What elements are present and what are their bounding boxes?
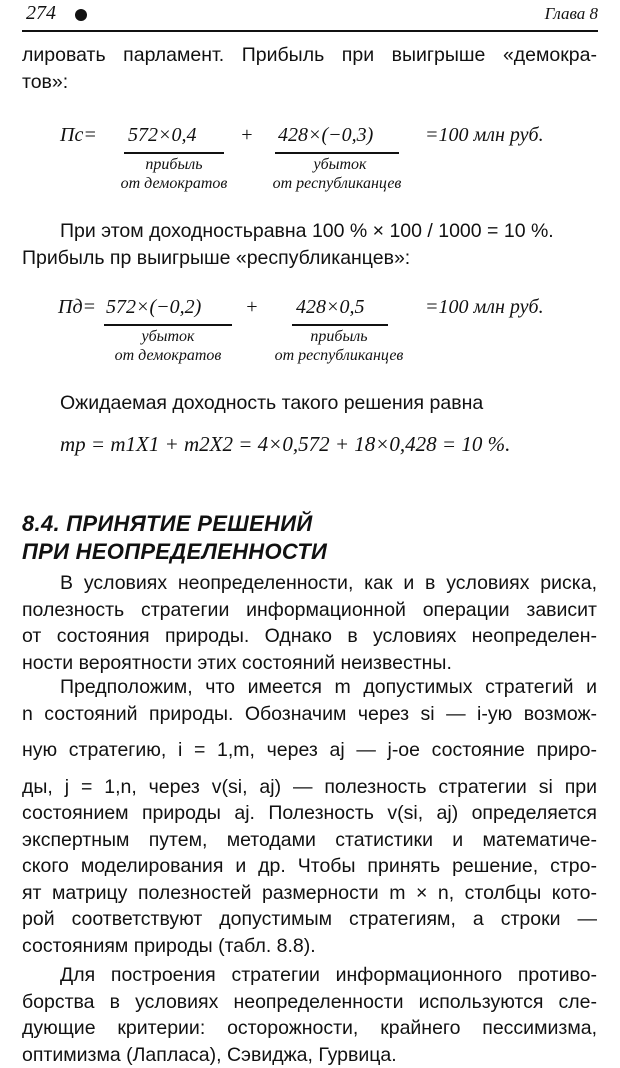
underbrace (104, 324, 232, 326)
paragraph-5 (22, 674, 597, 959)
text-line: ского моделирования и др. Чтобы принять решение, стро- (22, 853, 597, 880)
text-line: ят матрицу полезностей размерности m × n, столбцы кото- (22, 880, 597, 907)
paragraph-6 (22, 962, 597, 1068)
text-line: тов»: (22, 69, 597, 96)
formula-operator: + (245, 296, 259, 319)
text-line: рой соответствуют допустимым стратегиям, а строки — (22, 906, 597, 933)
text-line: борства в условиях неопределенности используются сле- (22, 989, 597, 1016)
underbrace (275, 152, 399, 154)
caption: прибыль (104, 156, 244, 174)
bullet-dot-icon (75, 9, 87, 21)
text-line: экспертным путем, методами статистики и математиче- (22, 827, 597, 854)
caption: от демократов (104, 175, 244, 193)
formula-term: 572×(−0,2) (106, 296, 201, 319)
text-line: дующие критерии: осторожности, крайнего пессимизма, (22, 1015, 597, 1042)
heading-line: 8.4. ПРИНЯТИЕ РЕШЕНИЙ (22, 510, 327, 538)
caption: убыток (255, 156, 425, 174)
header-rule (22, 30, 598, 32)
caption: убыток (98, 328, 238, 346)
section-heading (22, 510, 327, 566)
text-line: полезность стратегии информационной операции зависит (22, 597, 597, 624)
formula-term: 428×0,5 (296, 296, 365, 319)
formula-term: 572×0,4 (128, 124, 197, 147)
text-line: ды, j = 1,n, через v(si, aj) — полезность стратегии si при (22, 774, 597, 801)
formula-lhs: Пс= (60, 124, 97, 147)
chapter-title: Глава 8 (545, 4, 598, 24)
text-line: Предположим, что имеется m допустимых стратегий и (22, 674, 597, 701)
paragraph-1 (22, 42, 597, 95)
paragraph-3 (22, 390, 597, 417)
text-line: лировать парламент. Прибыль при выигрыше «демокра- (22, 42, 597, 69)
text-line: n состояний природы. Обозначим через si — i-ую возмож- (22, 701, 597, 728)
caption: от республиканцев (254, 347, 424, 365)
formula-rhs: =100 млн руб. (425, 124, 544, 147)
underbrace (124, 152, 224, 154)
text-line: Ожидаемая доходность такого решения равна (22, 390, 597, 417)
text-line: Прибыль пр выигрыше «республиканцев»: (22, 245, 597, 272)
formula-term: 428×(−0,3) (278, 124, 373, 147)
text-line: ную стратегию, i = 1,m, через aj — j-ое состояние приро- (22, 737, 597, 764)
text-line: В условиях неопределенности, как и в условиях риска, (22, 570, 597, 597)
page-number: 274 (26, 2, 56, 25)
text-line: При этом доходностьравна 100 % × 100 / 1000 = 10 %. (22, 218, 597, 245)
formula-3: mp = m1X1 + m2X2 = 4×0,572 + 18×0,428 = 10 %. (60, 432, 510, 457)
caption: от республиканцев (252, 175, 422, 193)
formula-rhs: =100 млн руб. (425, 296, 544, 319)
formula-lhs: Пд= (58, 296, 96, 319)
paragraph-2 (22, 218, 597, 271)
caption: прибыль (254, 328, 424, 346)
text-line: от состояния природы. Однако в условиях неопределен- (22, 623, 597, 650)
text-line: состояниям природы (табл. 8.8). (22, 933, 597, 960)
caption: от демократов (98, 347, 238, 365)
text-line: оптимизма (Лапласа), Сэвиджа, Гурвица. (22, 1042, 597, 1068)
text-line: состоянием природы aj. Полезность v(si, aj) определяется (22, 800, 597, 827)
formula-operator: + (240, 124, 254, 147)
underbrace (292, 324, 388, 326)
text-line: ности вероятности этих состояний неизвестны. (22, 650, 597, 677)
heading-line: ПРИ НЕОПРЕДЕЛЕННОСТИ (22, 538, 327, 566)
paragraph-4 (22, 570, 597, 676)
text-line: Для построения стратегии информационного противо- (22, 962, 597, 989)
